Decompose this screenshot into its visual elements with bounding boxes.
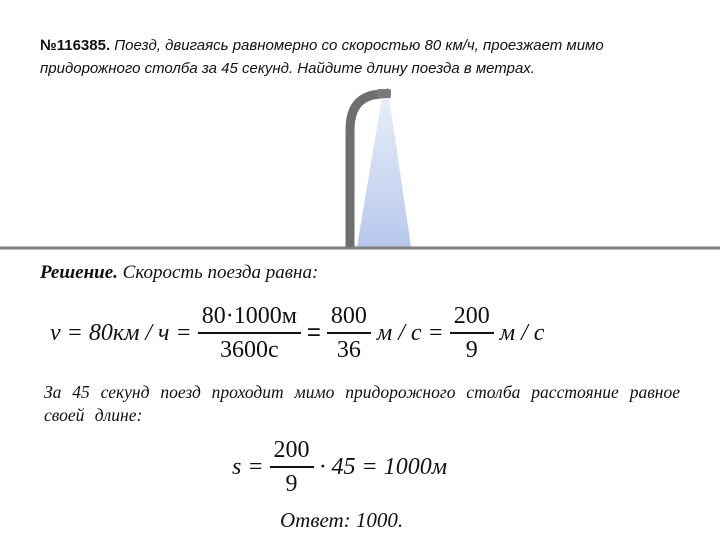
distance-fraction — [270, 436, 314, 498]
mid-unit: м / с = — [376, 319, 444, 346]
end-unit: м / с — [499, 319, 545, 346]
solution-paragraph: За 45 секунд поезд проходит мимо придорожного столба расстояние равное своей длине: — [44, 382, 680, 425]
problem-text: Поезд, двигаясь равномерно со скоростью 80 км/ч, проезжает мимо придорожного столба за 45 секунд. Найдите длину поезда в метрах. — [40, 37, 604, 77]
distance-lhs: s = — [232, 453, 264, 480]
lamp-head — [377, 89, 391, 98]
problem-number: №116385. — [40, 37, 111, 54]
speed-lhs: v = 80км / ч = — [50, 319, 192, 346]
fraction-1-numerator: 80·1000м — [198, 302, 301, 334]
solution-intro-text: Скорость поезда равна: — [122, 262, 319, 283]
fraction-3 — [450, 302, 494, 364]
equals-sign: = — [306, 319, 321, 346]
distance-rhs: · 45 = 1000м — [319, 453, 448, 480]
speed-equation — [50, 302, 544, 364]
fraction-1 — [198, 302, 301, 364]
street-lamp-icon — [0, 80, 720, 255]
distance-fraction-denominator: 9 — [285, 471, 298, 497]
fraction-2 — [327, 302, 371, 364]
illustration — [0, 80, 720, 255]
fraction-2-numerator: 800 — [327, 302, 371, 334]
fraction-2-denominator: 36 — [336, 337, 361, 363]
fraction-1-denominator: 3600с — [219, 337, 279, 363]
distance-equation — [232, 436, 447, 498]
light-beam — [357, 97, 411, 247]
problem-statement — [40, 34, 690, 80]
fraction-3-denominator: 9 — [465, 337, 478, 363]
fraction-3-numerator: 200 — [450, 302, 494, 334]
solution-heading: Решение. — [40, 262, 118, 283]
distance-fraction-numerator: 200 — [270, 436, 314, 468]
answer: Ответ: 1000. — [280, 508, 404, 532]
solution-intro — [40, 262, 318, 284]
